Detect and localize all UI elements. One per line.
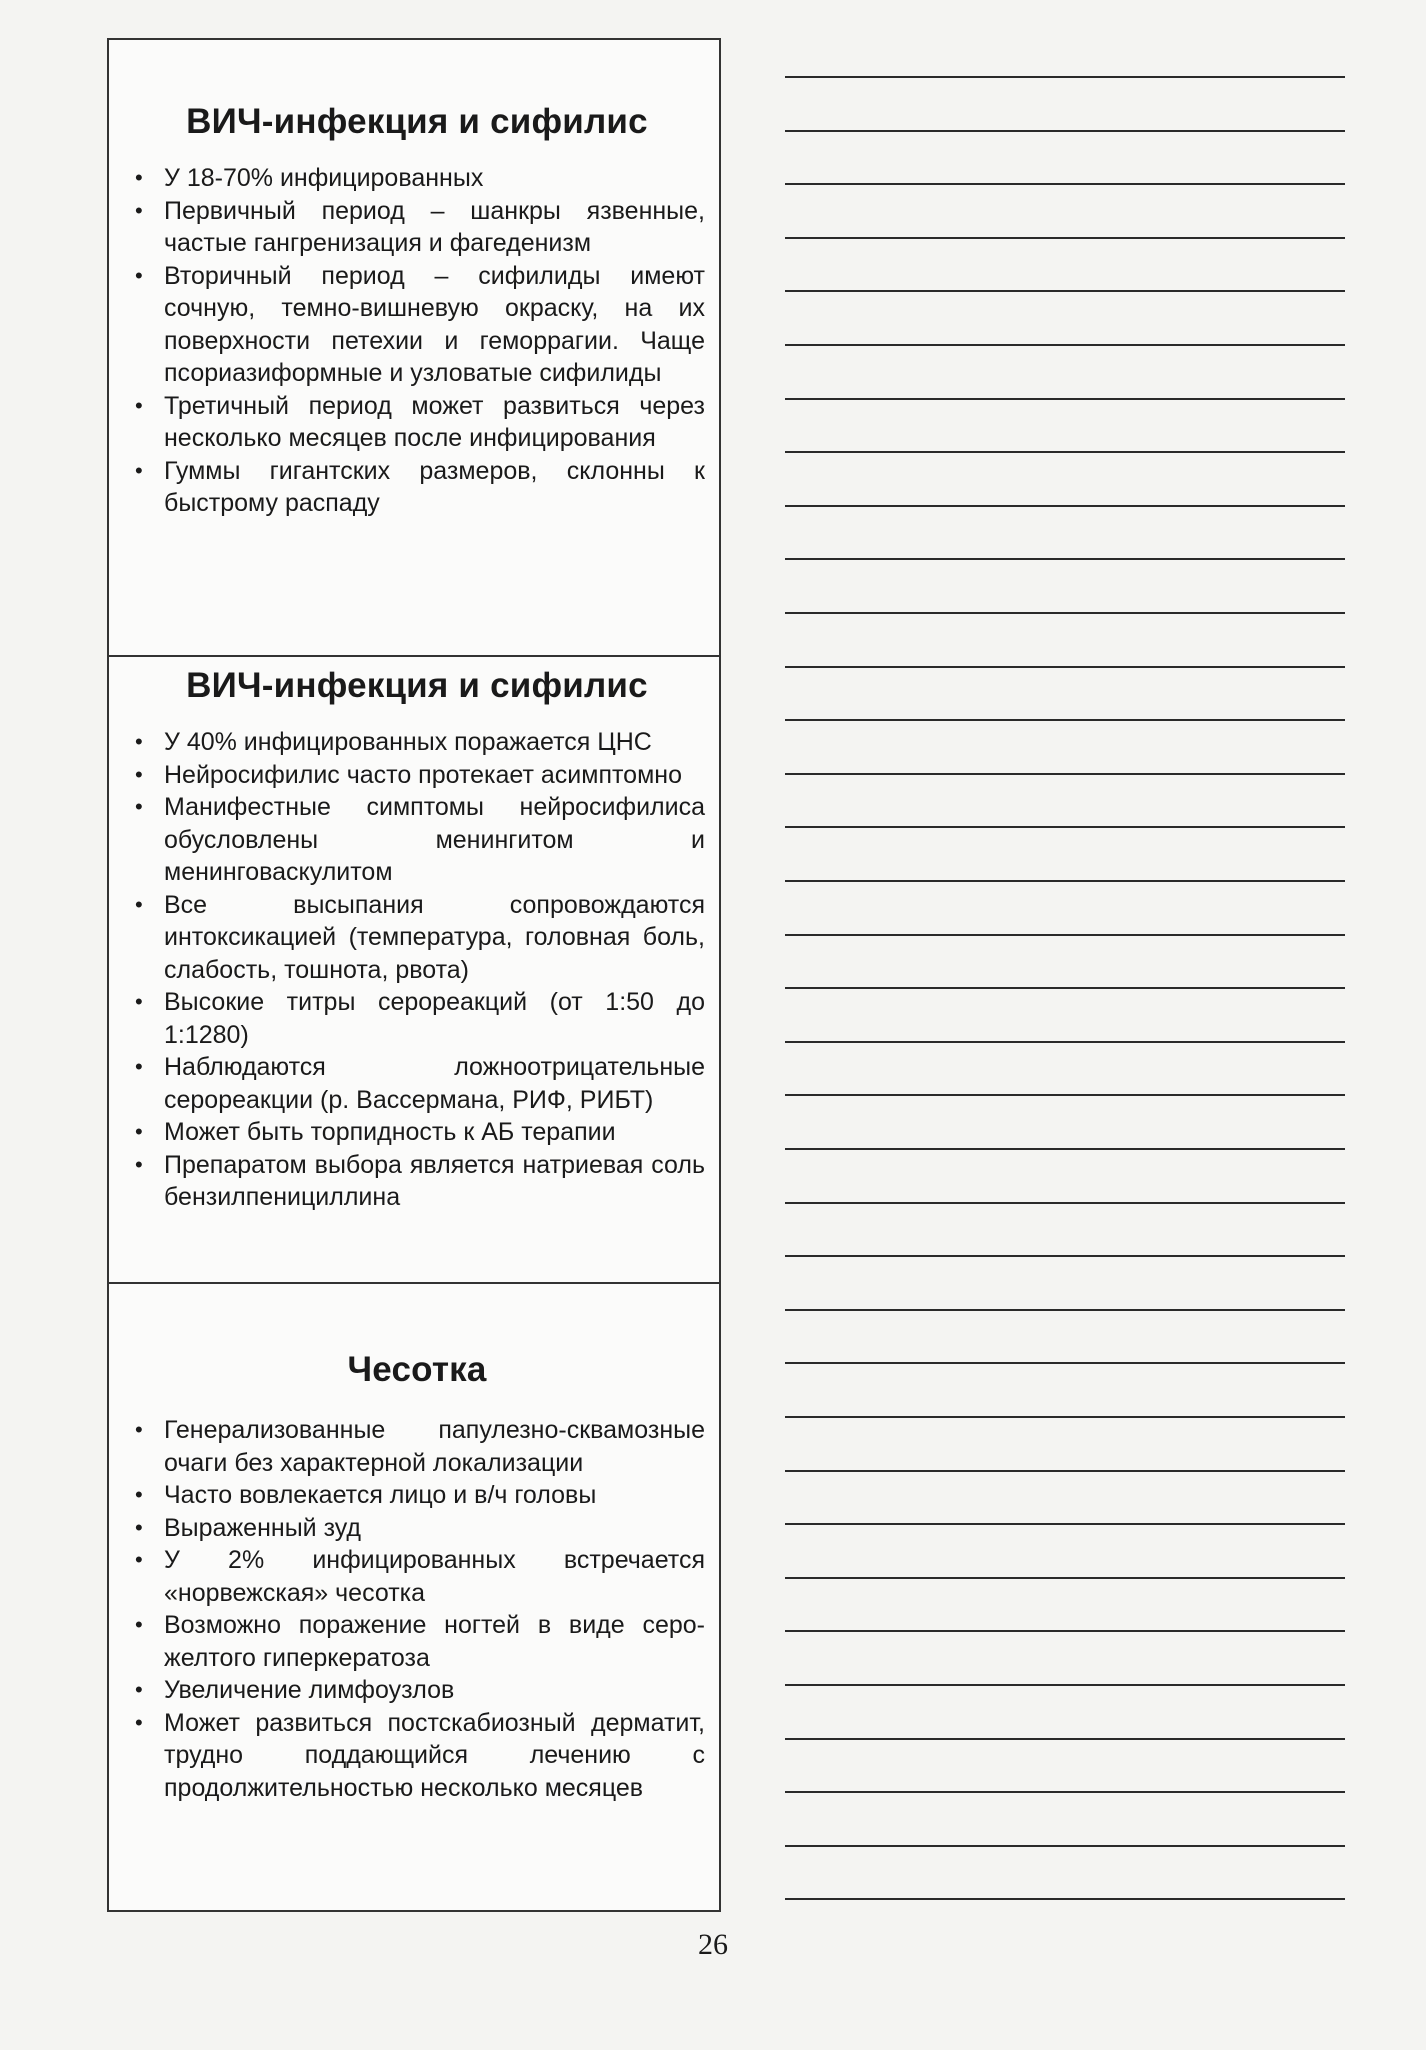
bullet-item: • Вторичный период – сифилиды имеют сочную, темно-вишневую окраску, на их поверхности петехии и геморрагии. Чаще псориазиформные и узловатые сифилиды [129, 260, 705, 390]
bullet-item: • У 40% инфицированных поражается ЦНС [129, 726, 705, 759]
note-line [785, 1416, 1345, 1418]
bullet-item: • Третичный период может развиться через несколько месяцев после инфицирования [129, 390, 705, 455]
note-line [785, 130, 1345, 132]
bullet-list [129, 726, 705, 1214]
note-line [785, 290, 1345, 292]
note-line [785, 987, 1345, 989]
note-line [785, 451, 1345, 453]
bullet-item: • Гуммы гигантских размеров, склонны к быстрому распаду [129, 455, 705, 520]
note-line [785, 505, 1345, 507]
bullet-item: • Может быть торпидность к АБ терапии [129, 1116, 705, 1149]
note-line [785, 398, 1345, 400]
note-line [785, 1255, 1345, 1257]
note-line [785, 880, 1345, 882]
bullet-item: • Генерализованные папулезно-сквамозные очаги без характерной локализации [129, 1414, 705, 1479]
note-line [785, 1898, 1345, 1900]
bullet-item: • Наблюдаются ложноотрицательные серореакции (р. Вассермана, РИФ, РИБТ) [129, 1051, 705, 1116]
page-number: 26 [698, 1928, 728, 1961]
note-line [785, 612, 1345, 614]
bullet-item: • У 2% инфицированных встречается «норвежская» чесотка [129, 1544, 705, 1609]
slide-title: ВИЧ-инфекция и сифилис [186, 666, 648, 705]
note-line [785, 719, 1345, 721]
note-line [785, 1041, 1345, 1043]
slide-title: ВИЧ-инфекция и сифилис [186, 102, 648, 141]
note-line [785, 1577, 1345, 1579]
note-line [785, 1202, 1345, 1204]
note-line [785, 558, 1345, 560]
bullet-item: • Часто вовлекается лицо и в/ч головы [129, 1479, 705, 1512]
note-line [785, 826, 1345, 828]
note-line [785, 1094, 1345, 1096]
note-line [785, 1523, 1345, 1525]
note-line [785, 344, 1345, 346]
note-line [785, 76, 1345, 78]
note-line [785, 1791, 1345, 1793]
note-line [785, 1845, 1345, 1847]
slides-column [107, 38, 721, 1912]
slide-hiv-syphilis-1 [109, 40, 719, 657]
note-line [785, 1470, 1345, 1472]
note-line [785, 1684, 1345, 1686]
note-line [785, 934, 1345, 936]
note-line [785, 1630, 1345, 1632]
bullet-item: • Увеличение лимфоузлов [129, 1674, 705, 1707]
bullet-item: • Препаратом выбора является натриевая соль бензилпенициллина [129, 1149, 705, 1214]
note-line [785, 666, 1345, 668]
note-line [785, 773, 1345, 775]
bullet-item: • У 18-70% инфицированных [129, 162, 705, 195]
slide-scabies [109, 1284, 719, 1910]
bullet-item: • Нейросифилис часто протекает асимптомно [129, 759, 705, 792]
note-line [785, 1738, 1345, 1740]
note-line [785, 1148, 1345, 1150]
bullet-list [129, 1414, 705, 1804]
bullet-item: • Высокие титры серореакций (от 1:50 до 1:1280) [129, 986, 705, 1051]
bullet-item: • Возможно поражение ногтей в виде серо-желтого гиперкератоза [129, 1609, 705, 1674]
bullet-item: • Манифестные симптомы нейросифилиса обусловлены менингитом и менинговаскулитом [129, 791, 705, 889]
slide-hiv-syphilis-2 [109, 657, 719, 1284]
note-line [785, 1362, 1345, 1364]
notes-lines-column [785, 0, 1345, 1930]
note-line [785, 237, 1345, 239]
note-line [785, 1309, 1345, 1311]
bullet-list [129, 162, 705, 520]
bullet-item: • Первичный период – шанкры язвенные, частые гангренизация и фагеденизм [129, 195, 705, 260]
slide-title: Чесотка [347, 1350, 487, 1389]
note-line [785, 183, 1345, 185]
bullet-item: • Все высыпания сопровождаются интоксикацией (температура, головная боль, слабость, тошнота, рвота) [129, 889, 705, 987]
bullet-item: • Может развиться постскабиозный дерматит, трудно поддающийся лечению с продолжительностью несколько месяцев [129, 1707, 705, 1805]
bullet-item: • Выраженный зуд [129, 1512, 705, 1545]
